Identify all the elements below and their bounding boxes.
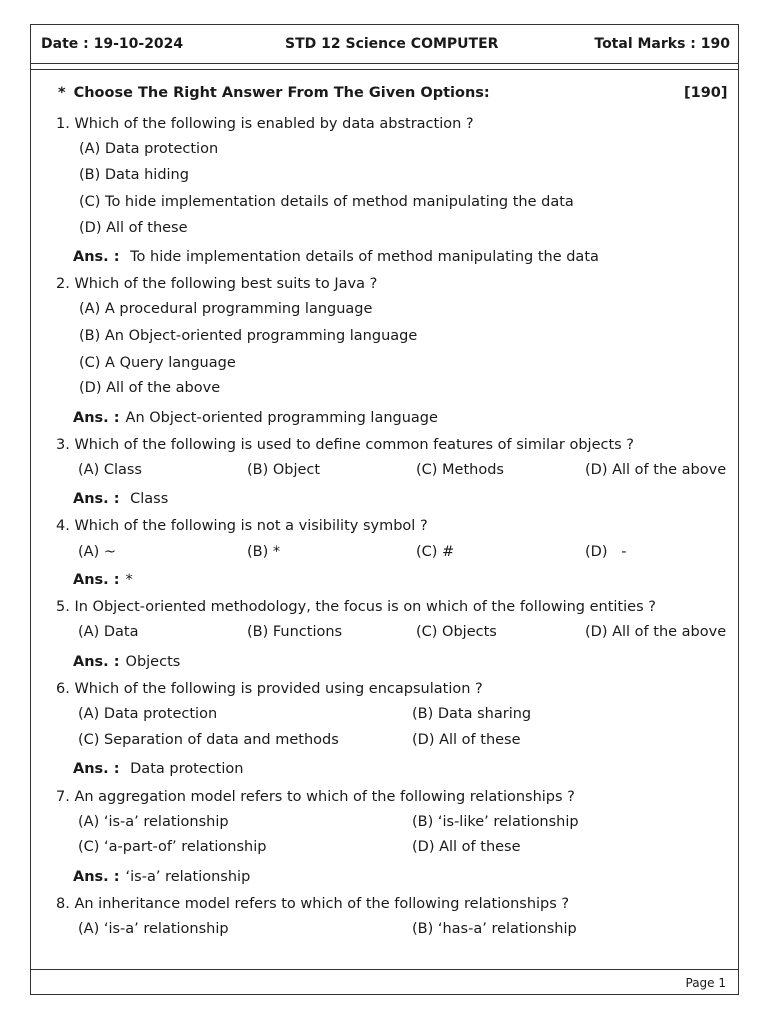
option: (D) All of these [79,220,188,236]
star-icon: * [58,85,66,101]
option: (A) Data protection [79,141,219,157]
question-3 [56,437,634,453]
option: (D) All of the above [585,462,727,478]
page-number: Page 1 [685,976,726,990]
paper-header [31,25,738,64]
option: (D) All of these [412,732,521,748]
option: (C) # [416,544,455,560]
answer-label: Ans. : [73,869,120,885]
option: (D) All of the above [79,380,221,396]
question-5 [56,599,656,615]
section-heading [58,85,490,101]
answer-label: Ans. : [73,410,120,426]
answer-3 [73,491,168,507]
option: (B) Functions [247,624,343,640]
answer-4 [73,572,133,588]
option: (A) ~ [78,544,116,560]
option: (C) A Query language [79,355,236,371]
question-1 [56,116,474,132]
answer-label: Ans. : [73,761,120,777]
option: (D) All of the above [585,624,727,640]
question-text: Which of the following is provided using encapsulation ? [74,681,483,697]
question-7 [56,789,575,805]
answer-text: An Object-oriented programming language [125,410,438,426]
answer-text: Class [130,491,169,507]
answer-text: Data protection [130,761,244,777]
option: (C) Objects [416,624,497,640]
option: (A) Data protection [78,706,218,722]
footer-divider [31,969,738,970]
question-text: Which of the following is enabled by data abstraction ? [74,116,474,132]
answer-2 [73,410,438,426]
answer-label: Ans. : [73,249,120,265]
answer-7 [73,869,250,885]
option: (D) - [585,544,627,560]
option: (A) Class [78,462,142,478]
option: (B) Data hiding [79,167,189,183]
option: (B) Object [247,462,321,478]
answer-6 [73,761,243,777]
answer-5 [73,654,180,670]
answer-text: ‘is-a’ relationship [125,869,251,885]
option: (B) An Object-oriented programming language [79,328,418,344]
section-marks: [190] [684,85,728,101]
option: (B) ‘is-like’ relationship [412,814,579,830]
option: (B) * [247,544,281,560]
option: (B) ‘has-a’ relationship [412,921,577,937]
question-number: 2. [56,276,70,292]
option: (C) Methods [416,462,504,478]
question-text: Which of the following best suits to Java ? [74,276,378,292]
question-number: 3. [56,437,70,453]
answer-label: Ans. : [73,654,120,670]
option: (C) Separation of data and methods [78,732,339,748]
question-number: 1. [56,116,70,132]
option: (A) ‘is-a’ relationship [78,921,229,937]
question-text: An inheritance model refers to which of the following relationships ? [74,896,570,912]
exam-title: STD 12 Science COMPUTER [285,36,499,52]
option: (C) ‘a-part-of’ relationship [78,839,267,855]
question-number: 6. [56,681,70,697]
answer-label: Ans. : [73,572,120,588]
option: (B) Data sharing [412,706,532,722]
total-marks: Total Marks : 190 [594,36,730,52]
section-title: Choose The Right Answer From The Given Options: [73,85,490,101]
question-text: Which of the following is not a visibility symbol ? [74,518,428,534]
option: (A) A procedural programming language [79,301,373,317]
question-number: 7. [56,789,70,805]
question-number: 5. [56,599,70,615]
question-text: An aggregation model refers to which of the following relationships ? [74,789,575,805]
option: (D) All of these [412,839,521,855]
option: (A) Data [78,624,139,640]
header-divider [31,69,738,70]
question-2 [56,276,377,292]
answer-text: * [125,572,133,588]
answer-1 [73,249,599,265]
option: (C) To hide implementation details of method manipulating the data [79,194,574,210]
question-6 [56,681,483,697]
question-4 [56,518,428,534]
question-text: In Object-oriented methodology, the focus is on which of the following entities ? [74,599,656,615]
question-8 [56,896,569,912]
answer-label: Ans. : [73,491,120,507]
answer-text: Objects [125,654,181,670]
answer-text: To hide implementation details of method manipulating the data [130,249,599,265]
question-text: Which of the following is used to define common features of similar objects ? [74,437,635,453]
question-number: 4. [56,518,70,534]
option: (A) ‘is-a’ relationship [78,814,229,830]
question-number: 8. [56,896,70,912]
exam-date: Date : 19-10-2024 [41,36,184,52]
